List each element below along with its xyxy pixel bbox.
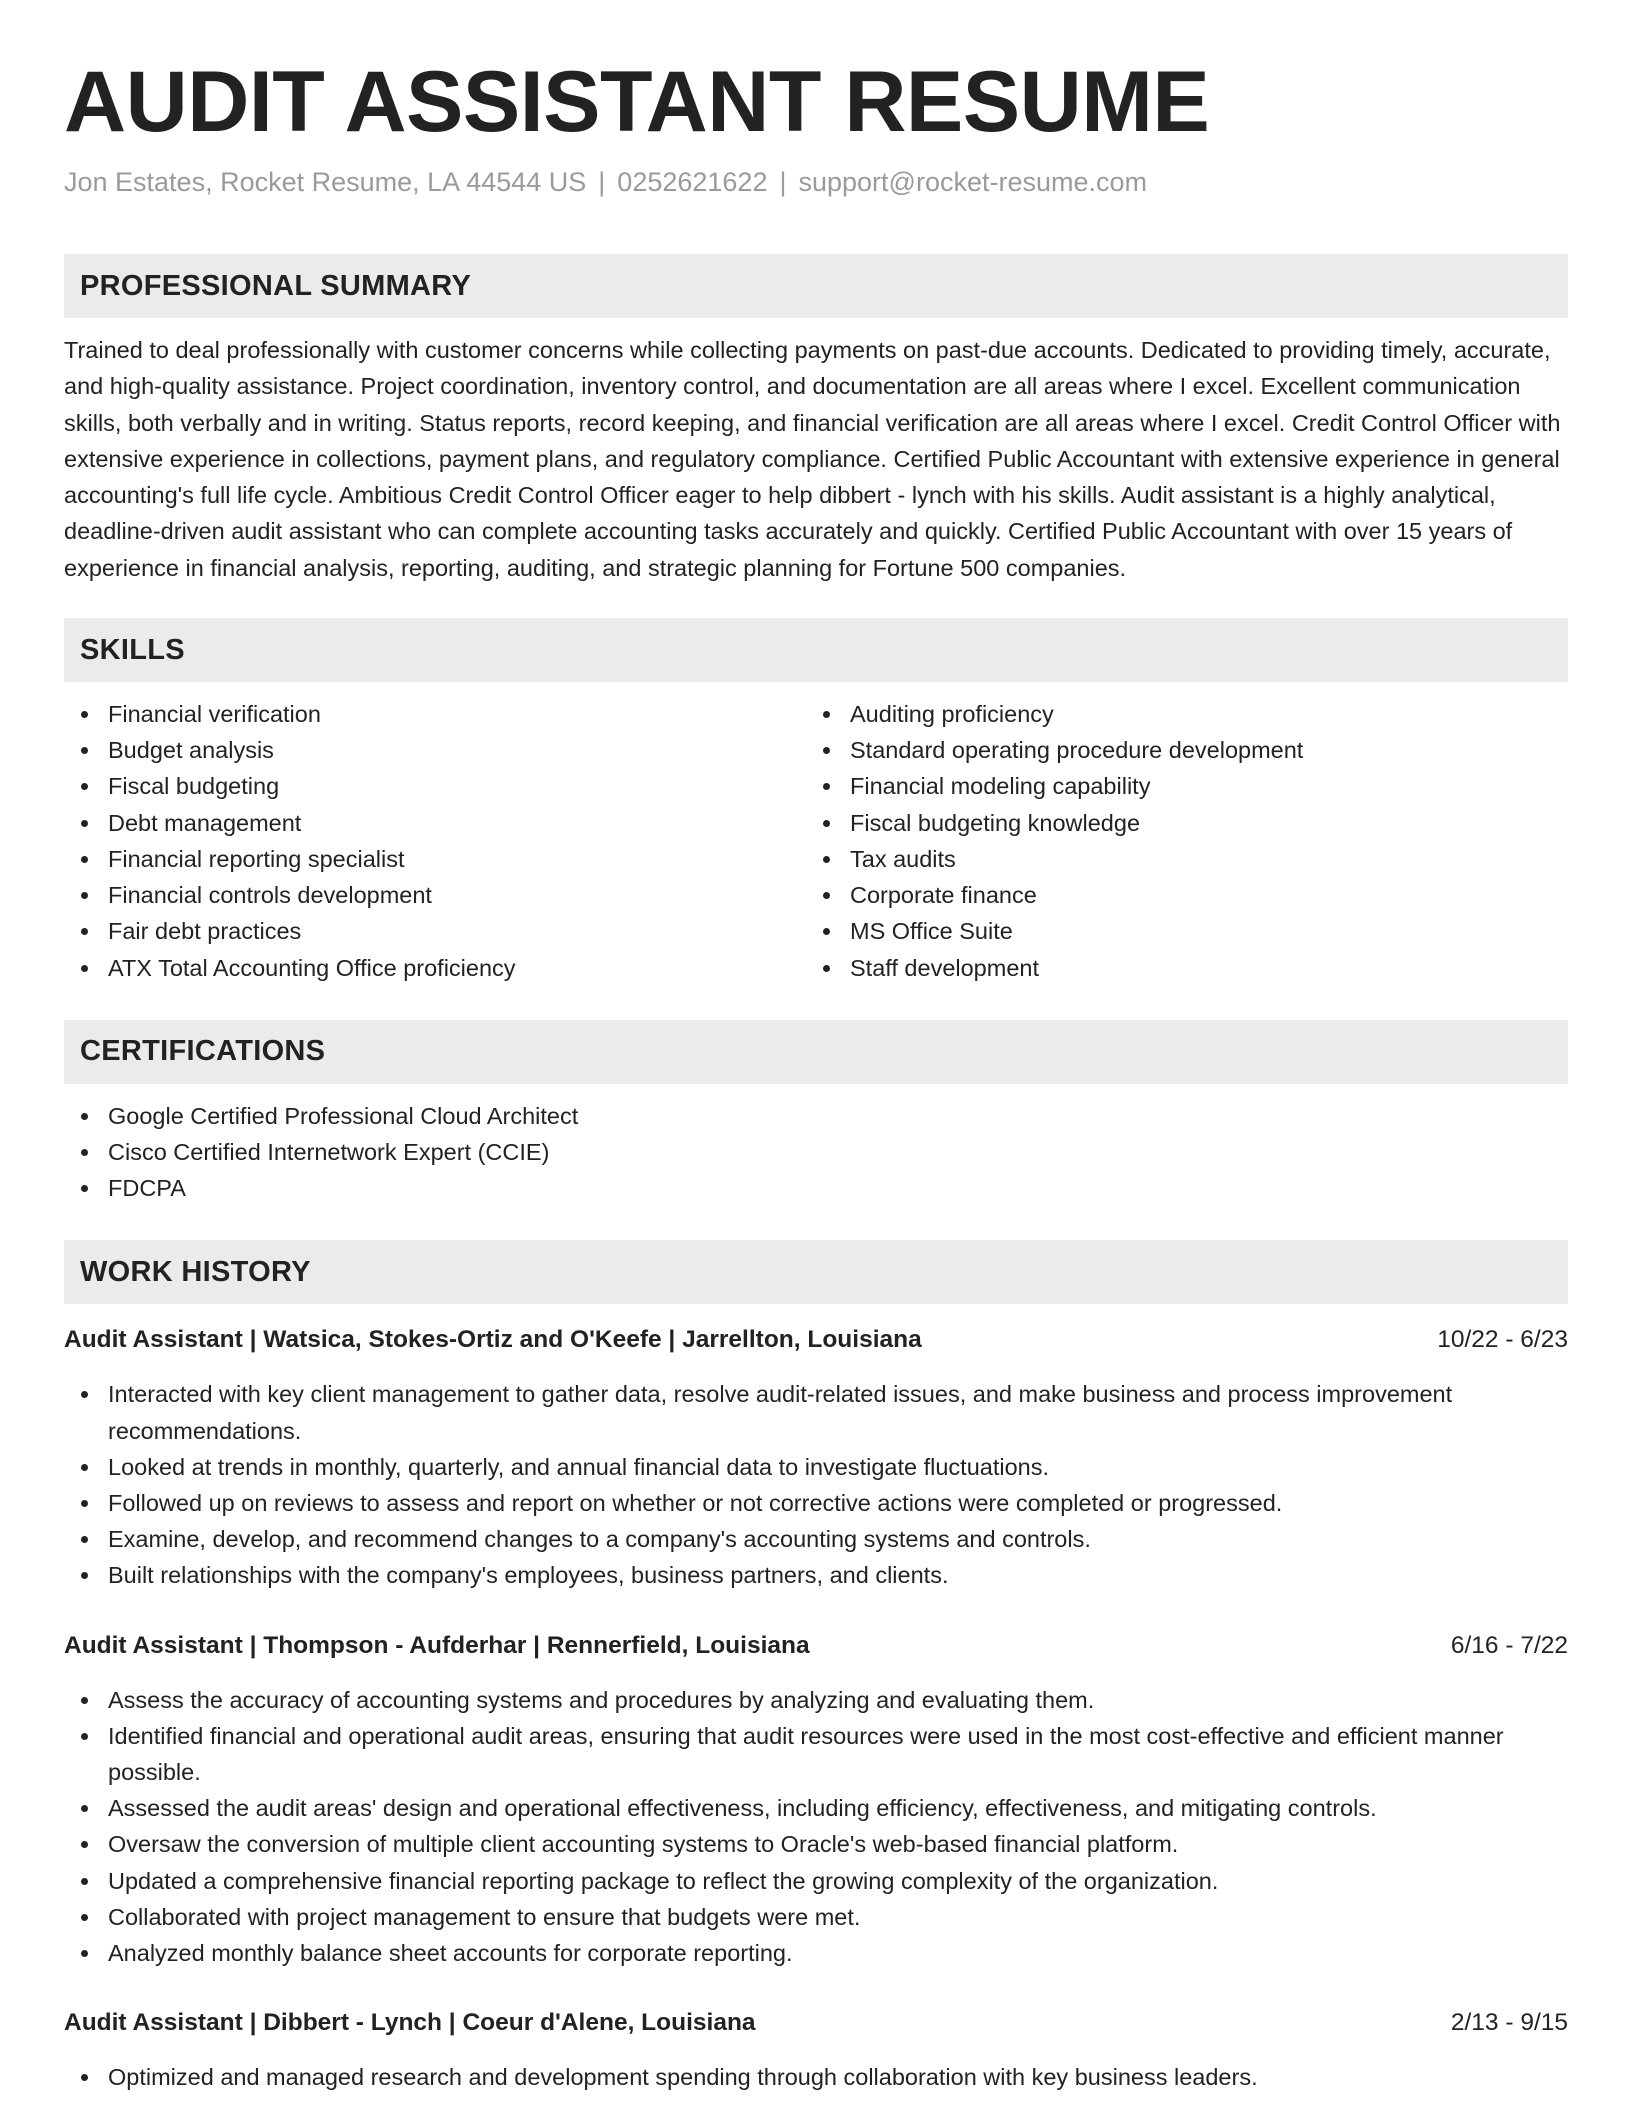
professional-summary-section bbox=[64, 254, 1568, 586]
skill-item: Financial controls development bbox=[64, 877, 806, 913]
contact-email: support@rocket-resume.com bbox=[798, 167, 1148, 197]
certifications-list bbox=[64, 1098, 1568, 1207]
job-title: Audit Assistant | Dibbert - Lynch | Coeur d'Alene, Louisiana bbox=[64, 2009, 756, 2037]
job-dates: 10/22 - 6/23 bbox=[1437, 1326, 1568, 1354]
skill-item: Budget analysis bbox=[64, 732, 806, 768]
job-bullet: Followed up on reviews to assess and report on whether or not corrective actions were completed or progressed. bbox=[64, 1485, 1568, 1521]
skill-item: Auditing proficiency bbox=[806, 696, 1548, 732]
contact-separator: | bbox=[779, 167, 787, 197]
section-heading-certifications: CERTIFICATIONS bbox=[64, 1020, 1568, 1084]
job-dates: 2/13 - 9/15 bbox=[1450, 2009, 1568, 2037]
skill-item: Debt management bbox=[64, 805, 806, 841]
job-bullet: Interacted with key client management to gather data, resolve audit-related issues, and make business and process improvement recommendations. bbox=[64, 1376, 1568, 1448]
job-dates: 6/16 - 7/22 bbox=[1450, 1631, 1568, 1659]
job-bullet: Oversaw the conversion of multiple client accounting systems to Oracle's web-based financial platform. bbox=[64, 1826, 1568, 1862]
job-title: Audit Assistant | Watsica, Stokes-Ortiz and O'Keefe | Jarrellton, Louisiana bbox=[64, 1326, 922, 1354]
skills-grid bbox=[64, 696, 1568, 986]
job-bullet: Looked at trends in monthly, quarterly, and annual financial data to investigate fluctuations. bbox=[64, 1449, 1568, 1485]
job-bullets bbox=[64, 1682, 1568, 1972]
skill-item: MS Office Suite bbox=[806, 913, 1548, 949]
job-bullet: Assessed the audit areas' design and operational effectiveness, including efficiency, effectiveness, and mitigating controls. bbox=[64, 1790, 1568, 1826]
job-entry bbox=[64, 1628, 1568, 1972]
contact-address: Jon Estates, Rocket Resume, LA 44544 US bbox=[64, 167, 587, 197]
contact-line bbox=[64, 164, 1568, 200]
job-bullet: Built relationships with the company's employees, business partners, and clients. bbox=[64, 1557, 1568, 1593]
job-entry bbox=[64, 2005, 1568, 2095]
certification-item: Google Certified Professional Cloud Architect bbox=[64, 1098, 1568, 1134]
job-header bbox=[64, 2005, 1568, 2041]
job-bullets bbox=[64, 1376, 1568, 1593]
job-bullet: Analyzed monthly balance sheet accounts for corporate reporting. bbox=[64, 1935, 1568, 1971]
skill-item: Standard operating procedure development bbox=[806, 732, 1548, 768]
certification-item: Cisco Certified Internetwork Expert (CCIE) bbox=[64, 1134, 1568, 1170]
skill-item: Fair debt practices bbox=[64, 913, 806, 949]
summary-text: Trained to deal professionally with customer concerns while collecting payments on past-due accounts. Dedicated to providing timely, accurate, and high-quality assistance. Project coordination, inventory control, and documentation are all areas where I excel. Excellent communication skills, both verbally and in writing. Status reports, record keeping, and financial verification are all areas where I excel. Credit Control Officer with extensive experience in collections, payment plans, and regulatory compliance. Certified Public Accountant with extensive experience in general accounting's full life cycle. Ambitious Credit Control Officer eager to help dibbert - lynch with his skills. Audit assistant is a highly analytical, deadline-driven audit assistant who can complete accounting tasks accurately and quickly. Certified Public Accountant with over 15 years of experience in financial analysis, reporting, auditing, and strategic planning for Fortune 500 companies. bbox=[64, 337, 1561, 581]
skill-item: Corporate finance bbox=[806, 877, 1548, 913]
skill-item: Financial verification bbox=[64, 696, 806, 732]
skills-list-left bbox=[64, 696, 806, 986]
skill-item: Fiscal budgeting bbox=[64, 768, 806, 804]
section-heading-professional-summary: PROFESSIONAL SUMMARY bbox=[64, 254, 1568, 318]
skills-list-right bbox=[806, 696, 1548, 986]
job-entry bbox=[64, 1322, 1568, 1593]
job-bullet: Optimized and managed research and development spending through collaboration with key business leaders. bbox=[64, 2059, 1568, 2095]
section-heading-skills: SKILLS bbox=[64, 618, 1568, 682]
job-bullet: Collaborated with project management to ensure that budgets were met. bbox=[64, 1899, 1568, 1935]
skills-section bbox=[64, 618, 1568, 986]
skill-item: ATX Total Accounting Office proficiency bbox=[64, 950, 806, 986]
certifications-section bbox=[64, 1020, 1568, 1207]
skill-item: Staff development bbox=[806, 950, 1548, 986]
job-bullet: Assess the accuracy of accounting systems and procedures by analyzing and evaluating them. bbox=[64, 1682, 1568, 1718]
skill-item: Financial modeling capability bbox=[806, 768, 1548, 804]
job-header bbox=[64, 1628, 1568, 1664]
job-bullet: Identified financial and operational audit areas, ensuring that audit resources were used in the most cost-effective and efficient manner possible. bbox=[64, 1718, 1568, 1790]
job-bullet: Examine, develop, and recommend changes to a company's accounting systems and controls. bbox=[64, 1521, 1568, 1557]
job-bullet: Updated a comprehensive financial reporting package to reflect the growing complexity of the organization. bbox=[64, 1863, 1568, 1899]
job-header bbox=[64, 1322, 1568, 1358]
contact-phone: 0252621622 bbox=[617, 167, 768, 197]
resume-title: AUDIT ASSISTANT RESUME bbox=[64, 54, 1210, 150]
certification-item: FDCPA bbox=[64, 1170, 1568, 1206]
skill-item: Tax audits bbox=[806, 841, 1548, 877]
section-heading-work-history: WORK HISTORY bbox=[64, 1240, 1568, 1304]
contact-separator: | bbox=[598, 167, 606, 197]
job-bullets bbox=[64, 2059, 1568, 2095]
job-title: Audit Assistant | Thompson - Aufderhar | Rennerfield, Louisiana bbox=[64, 1631, 810, 1659]
work-history-section bbox=[64, 1240, 1568, 2095]
skill-item: Financial reporting specialist bbox=[64, 841, 806, 877]
skill-item: Fiscal budgeting knowledge bbox=[806, 805, 1548, 841]
